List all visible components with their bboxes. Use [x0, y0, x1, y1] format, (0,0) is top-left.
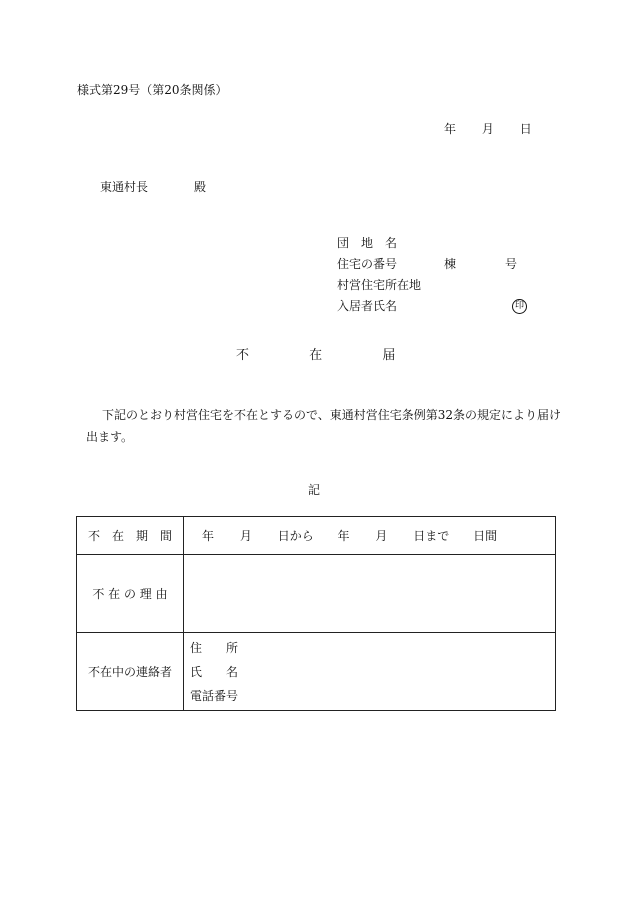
body-line-2: 出ます。	[86, 430, 134, 444]
body-text	[86, 404, 566, 448]
seal-mark: 印	[512, 299, 527, 314]
date-line	[444, 121, 532, 137]
form-number: 様式第29号（第20条関係）	[77, 83, 228, 97]
addressee-honorific: 殿	[194, 180, 207, 194]
title-char-1: 不	[236, 348, 250, 363]
resident-label: 入居者氏名	[337, 299, 398, 313]
addressee	[100, 179, 206, 195]
reason-value[interactable]	[184, 555, 556, 633]
title-char-2: 在	[309, 348, 323, 363]
reason-row	[77, 555, 556, 633]
period-year1: 年	[202, 529, 215, 543]
date-month: 月	[481, 122, 494, 136]
number-unit: 号	[505, 257, 518, 271]
ki-heading: 記	[308, 483, 321, 497]
contact-label: 不在中の連絡者	[77, 633, 184, 711]
period-days: 日間	[473, 529, 498, 543]
period-day-from: 日から	[277, 529, 314, 543]
period-year2: 年	[337, 529, 350, 543]
details-table	[76, 516, 556, 711]
housing-number-row	[337, 256, 518, 277]
danchi-row	[337, 235, 421, 256]
reason-label: 不 在 の 理 由	[77, 555, 184, 633]
period-day-to: 日まで	[413, 529, 450, 543]
period-month2: 月	[375, 529, 388, 543]
document-title	[236, 348, 395, 364]
housing-number-label: 住宅の番号	[337, 257, 398, 271]
location-label: 村営住宅所在地	[337, 278, 422, 292]
title-char-3: 届	[382, 348, 396, 363]
contact-value	[184, 633, 556, 711]
contact-name: 氏 名	[190, 664, 239, 679]
date-year: 年	[444, 122, 457, 136]
date-day: 日	[519, 122, 532, 136]
contact-phone: 電話番号	[190, 688, 239, 703]
building-unit: 棟	[444, 257, 457, 271]
period-month1: 月	[239, 529, 252, 543]
contact-row	[77, 633, 556, 711]
resident-row	[337, 298, 524, 319]
body-line-1: 下記のとおり村営住宅を不在とするので、東通村営住宅条例第32条の規定により届け	[102, 408, 562, 422]
location-row	[337, 277, 421, 298]
period-value	[184, 517, 556, 555]
period-label: 不 在 期 間	[77, 517, 184, 555]
danchi-label: 団 地 名	[337, 236, 398, 250]
contact-address: 住 所	[190, 640, 239, 655]
applicant-block	[337, 235, 524, 319]
period-row	[77, 517, 556, 555]
addressee-name: 東通村長	[100, 180, 149, 194]
